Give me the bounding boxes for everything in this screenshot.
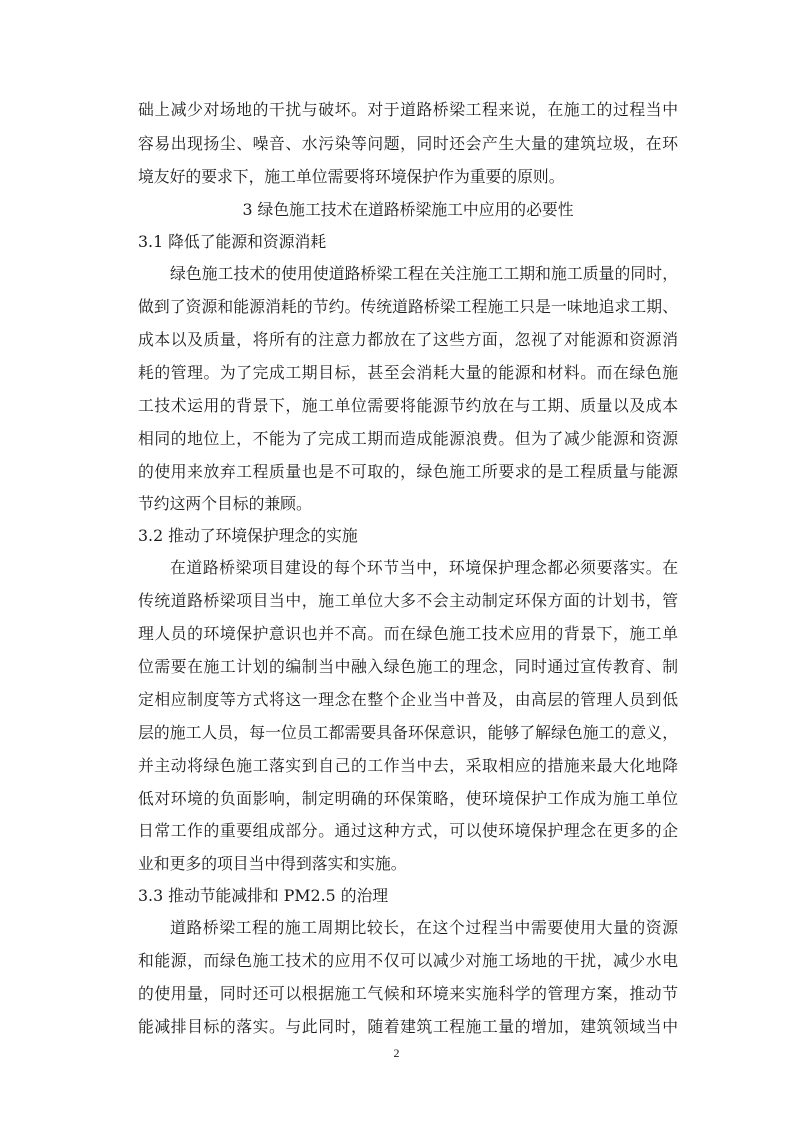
s32-line-2: 传统道路桥梁项目当中，施工单位大多不会主动制定环保方面的计划书，管 xyxy=(138,591,678,610)
s32-line-5: 定相应制度等方式将这一理念在整个企业当中普及，由高层的管理人员到低 xyxy=(138,690,678,709)
section-3-title: 3 绿色施工技术在道路桥梁施工中应用的必要性 xyxy=(242,200,574,219)
s31-line-5: 工技术运用的背景下，施工单位需要将能源节约放在与工期、质量以及成本 xyxy=(138,396,678,415)
s32-line-9: 日常工作的重要组成部分。通过这种方式，可以使环境保护理念在更多的企 xyxy=(138,821,678,840)
s33-line-4: 能减排目标的落实。与此同时，随着建筑工程施工量的增加，建筑领域当中 xyxy=(138,1017,678,1036)
s32-line-6: 层的施工人员，每一位员工都需要具备环保意识，能够了解绿色施工的意义， xyxy=(138,723,678,742)
s32-line-3: 理人员的环境保护意识也并不高。而在绿色施工技术应用的背景下，施工单 xyxy=(138,624,678,643)
heading-3-1: 3.1 降低了能源和资源消耗 xyxy=(138,232,327,251)
s33-line-3: 的使用量，同时还可以根据施工气候和环境来实施科学的管理方案，推动节 xyxy=(138,984,678,1003)
s32-line-7: 并主动将绿色施工落实到自己的工作当中去，采取相应的措施来最大化地降 xyxy=(138,756,678,775)
s31-line-6: 相同的地位上，不能为了完成工期而造成能源浪费。但为了减少能源和资源 xyxy=(138,429,678,448)
s31-line-1: 绿色施工技术的使用使道路桥梁工程在关注施工工期和施工质量的同时， xyxy=(170,264,678,283)
s32-line-10: 业和更多的项目当中得到落实和实施。 xyxy=(138,854,407,873)
s32-line-4: 位需要在施工计划的编制当中融入绿色施工的理念，同时通过宣传教育、制 xyxy=(138,657,678,676)
s31-line-7: 的使用来放弃工程质量也是不可取的，绿色施工所要求的是工程质量与能源 xyxy=(138,462,678,481)
intro-line-3: 境友好的要求下，施工单位需要将环境保护作为重要的原则。 xyxy=(138,167,565,186)
heading-3-3: 3.3 推动节能减排和 PM2.5 的治理 xyxy=(138,886,389,905)
intro-line-2: 容易出现扬尘、噪音、水污染等问题，同时还会产生大量的建筑垃圾，在环 xyxy=(138,134,678,153)
heading-3-2: 3.2 推动了环境保护理念的实施 xyxy=(138,526,358,545)
s32-line-1: 在道路桥梁项目建设的每个环节当中，环境保护理念都必须要落实。在 xyxy=(170,558,678,577)
s31-line-4: 耗的管理。为了完成工期目标，甚至会消耗大量的能源和材料。而在绿色施 xyxy=(138,363,678,382)
page-number: 2 xyxy=(393,1046,400,1060)
s31-line-8: 节约这两个目标的兼顾。 xyxy=(138,494,312,513)
s31-line-2: 做到了资源和能源消耗的节约。传统道路桥梁工程施工只是一味地追求工期、 xyxy=(138,297,678,316)
s31-line-3: 成本以及质量，将所有的注意力都放在了这些方面，忽视了对能源和资源消 xyxy=(138,330,678,349)
s32-line-8: 低对环境的负面影响，制定明确的环保策略，使环境保护工作成为施工单位 xyxy=(138,789,678,808)
s33-line-2: 和能源，而绿色施工技术的应用不仅可以减少对施工场地的干扰，减少水电 xyxy=(138,951,678,970)
s33-line-1: 道路桥梁工程的施工周期比较长，在这个过程当中需要使用大量的资源 xyxy=(170,918,678,937)
intro-line-1: 础上减少对场地的干扰与破坏。对于道路桥梁工程来说，在施工的过程当中 xyxy=(138,100,678,119)
